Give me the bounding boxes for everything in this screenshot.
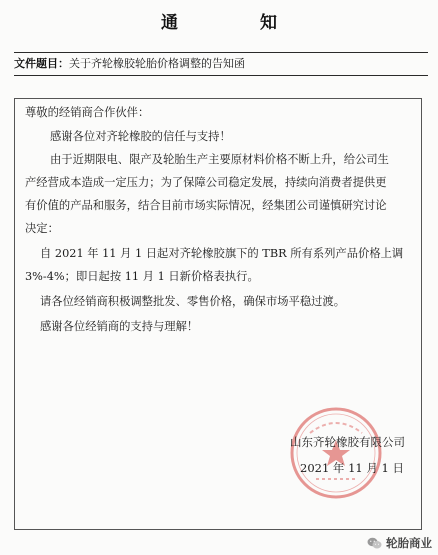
subject-label: 文件题目： bbox=[14, 57, 69, 70]
signing-date: 2021 年 11 月 1 日 bbox=[300, 461, 404, 475]
salutation: 尊敬的经销商合作伙伴： bbox=[25, 106, 150, 119]
letter-line: 自 2021 年 11 月 1 日起对齐轮橡胶旗下的 TBR 所有系列产品价格上调 bbox=[40, 247, 404, 260]
company-seal bbox=[286, 403, 386, 503]
letter-line: 3%-4%；即日起按 11 月 1 日新价格表执行。 bbox=[25, 270, 259, 283]
subject-row bbox=[14, 52, 428, 76]
letter-line: 产经营成本造成一定压力；为了保障公司稳定发展，持续向消费者提供更 bbox=[25, 176, 387, 189]
letter-line: 请各位经销商积极调整批发、零售价格，确保市场平稳过渡。 bbox=[40, 295, 346, 308]
company-name: 山东齐轮橡胶有限公司 bbox=[290, 435, 405, 449]
letter-line: 由于近期限电、限产及轮胎生产主要原材料价格不断上升，给公司生 bbox=[50, 153, 389, 166]
notice-title: 通 知 bbox=[161, 13, 315, 33]
letter-line: 感谢各位对齐轮橡胶的信任与支持！ bbox=[50, 130, 231, 143]
watermark-text: 轮胎商业 bbox=[386, 536, 432, 550]
letter-line: 感谢各位经销商的支持与理解！ bbox=[40, 320, 199, 333]
wechat-icon bbox=[367, 537, 382, 550]
watermark bbox=[367, 535, 432, 551]
letter-line: 有价值的产品和服务，结合目前市场实际情况，经集团公司谨慎研究讨论 bbox=[25, 199, 387, 212]
letter-line: 决定： bbox=[25, 222, 59, 235]
subject-text: 关于齐轮橡胶轮胎价格调整的告知函 bbox=[69, 57, 245, 70]
